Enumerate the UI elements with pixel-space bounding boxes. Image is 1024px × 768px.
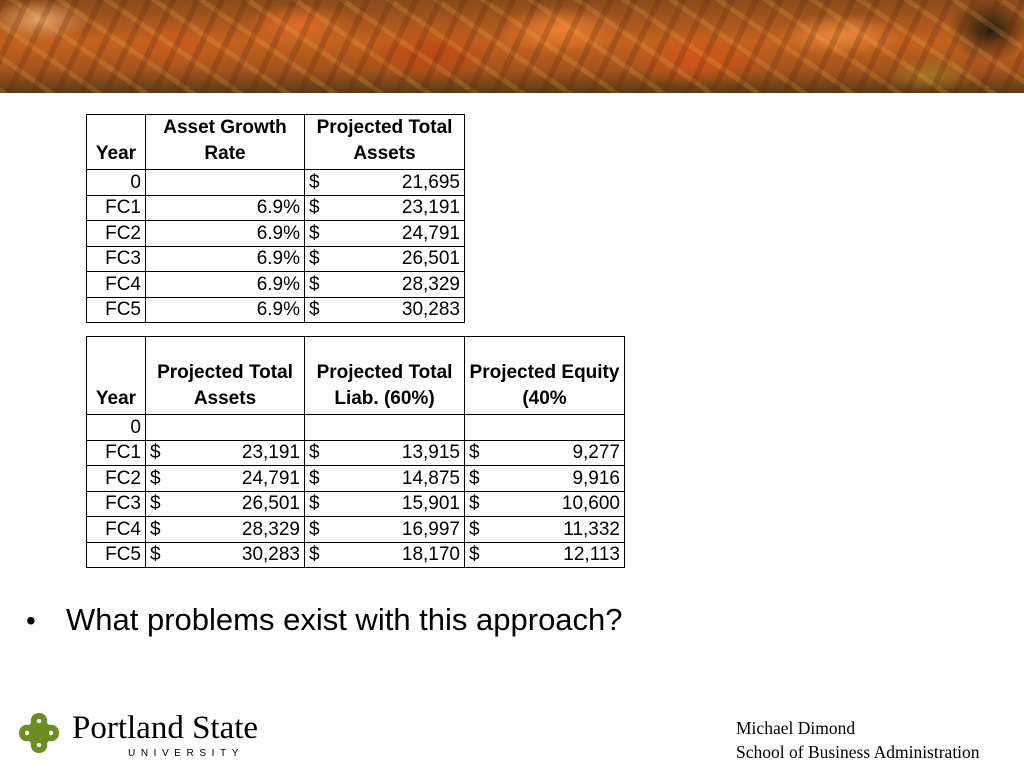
year-cell: FC2 <box>87 221 146 247</box>
amount-value: 16,997 <box>401 518 460 540</box>
table-row <box>87 440 625 466</box>
currency-symbol: $ <box>309 544 320 566</box>
total-assets-cell <box>305 246 465 272</box>
growth-rate-cell: 6.9% <box>146 272 305 298</box>
year-cell: FC1 <box>87 440 146 466</box>
currency-symbol: $ <box>469 467 480 489</box>
psu-logo <box>16 710 258 761</box>
amount-value: 28,329 <box>241 518 300 540</box>
header-year: Year <box>87 337 146 415</box>
total-assets-cell-content <box>309 249 460 268</box>
table-row <box>87 491 625 517</box>
table-row <box>87 272 465 298</box>
amount-value: 21,695 <box>401 171 460 193</box>
equity-cell-content <box>469 520 620 539</box>
amount-value: 23,191 <box>401 197 460 219</box>
author-name: Michael Dimond <box>736 718 856 738</box>
header-projected-equity: Projected Equity (40% <box>465 337 625 415</box>
total-assets-cell <box>146 491 305 517</box>
header-projected-total-assets: Projected Total Assets <box>146 337 305 415</box>
currency-symbol: $ <box>309 442 320 464</box>
amount-value: 9,916 <box>572 467 620 489</box>
table-row <box>87 517 625 543</box>
bullet-text: What problems exist with this approach? <box>66 602 623 637</box>
total-assets-cell-content <box>309 275 460 294</box>
autumn-leaves-banner <box>0 0 1024 93</box>
equity-cell <box>465 491 625 517</box>
table-row <box>87 542 625 568</box>
table-header-row <box>87 115 465 170</box>
year-cell: FC5 <box>87 542 146 568</box>
year-cell: 0 <box>87 415 146 441</box>
total-liabilities-cell <box>305 466 465 492</box>
amount-value: 28,329 <box>401 273 460 295</box>
table-row <box>87 170 465 196</box>
total-assets-cell-content <box>309 198 460 217</box>
currency-symbol: $ <box>150 442 161 464</box>
equity-cell <box>465 517 625 543</box>
total-assets-cell <box>305 195 465 221</box>
author-credit <box>736 716 980 764</box>
amount-value: 10,600 <box>561 493 620 515</box>
total-assets-cell-content <box>150 443 300 462</box>
currency-symbol: $ <box>309 518 320 540</box>
total-liabilities-cell-content <box>309 469 460 488</box>
total-liabilities-cell <box>305 491 465 517</box>
equity-cell-content <box>469 443 620 462</box>
university-name: Portland State <box>72 710 259 746</box>
growth-rate-cell: 6.9% <box>146 195 305 221</box>
university-subtitle: UNIVERSITY <box>128 748 245 759</box>
table-row <box>87 297 465 323</box>
currency-symbol: $ <box>309 248 320 270</box>
total-liabilities-cell-content <box>309 520 460 539</box>
currency-symbol: $ <box>469 544 480 566</box>
total-liabilities-cell-content <box>309 443 460 462</box>
currency-symbol: $ <box>309 171 320 193</box>
total-assets-cell <box>305 297 465 323</box>
amount-value: 12,113 <box>563 544 620 566</box>
total-liabilities-cell <box>305 517 465 543</box>
amount-value: 14,875 <box>401 467 460 489</box>
amount-value: 26,501 <box>241 493 300 515</box>
total-assets-cell <box>146 466 305 492</box>
currency-symbol: $ <box>150 493 161 515</box>
table-row <box>87 246 465 272</box>
year-cell: FC3 <box>87 246 146 272</box>
total-assets-cell-content <box>309 224 460 243</box>
year-cell: 0 <box>87 170 146 196</box>
total-assets-cell <box>146 440 305 466</box>
table-row <box>87 195 465 221</box>
equity-cell <box>465 415 625 441</box>
total-assets-cell <box>146 415 305 441</box>
total-liabilities-cell <box>305 542 465 568</box>
currency-symbol: $ <box>309 273 320 295</box>
amount-value: 11,332 <box>563 518 620 540</box>
equity-cell <box>465 466 625 492</box>
currency-symbol: $ <box>150 518 161 540</box>
total-assets-cell-content <box>309 300 460 319</box>
currency-symbol: $ <box>309 197 320 219</box>
equity-cell-content <box>469 545 620 564</box>
amount-value: 18,170 <box>401 544 460 566</box>
header-projected-total-liabilities: Projected Total Liab. (60%) <box>305 337 465 415</box>
year-cell: FC4 <box>87 517 146 543</box>
equity-cell <box>465 542 625 568</box>
total-assets-cell <box>146 517 305 543</box>
currency-symbol: $ <box>309 222 320 244</box>
amount-value: 30,283 <box>401 299 460 321</box>
amount-value: 30,283 <box>241 544 300 566</box>
table-row <box>87 466 625 492</box>
table-row <box>87 221 465 247</box>
amount-value: 23,191 <box>241 442 300 464</box>
growth-rate-cell <box>146 170 305 196</box>
year-cell: FC1 <box>87 195 146 221</box>
total-liabilities-cell-content <box>309 494 460 513</box>
total-liabilities-cell <box>305 415 465 441</box>
currency-symbol: $ <box>309 493 320 515</box>
school-name: School of Business Administration <box>736 742 980 762</box>
projected-assets-table <box>86 114 465 323</box>
total-liabilities-cell <box>305 440 465 466</box>
year-cell: FC3 <box>87 491 146 517</box>
total-assets-cell <box>305 272 465 298</box>
currency-symbol: $ <box>469 442 480 464</box>
psu-knot-logo-icon <box>16 710 62 761</box>
total-assets-cell-content <box>150 545 300 564</box>
total-liabilities-cell-content <box>309 545 460 564</box>
total-assets-cell-content <box>150 469 300 488</box>
bullet-point <box>26 602 623 638</box>
currency-symbol: $ <box>309 467 320 489</box>
projected-balance-table <box>86 336 625 568</box>
currency-symbol: $ <box>150 467 161 489</box>
growth-rate-cell: 6.9% <box>146 297 305 323</box>
amount-value: 15,901 <box>401 493 460 515</box>
total-assets-cell <box>146 542 305 568</box>
currency-symbol: $ <box>469 518 480 540</box>
header-year: Year <box>87 115 146 170</box>
header-asset-growth-rate: Asset Growth Rate <box>146 115 305 170</box>
header-projected-total-assets: Projected Total Assets <box>305 115 465 170</box>
total-assets-cell <box>305 221 465 247</box>
amount-value: 26,501 <box>401 248 460 270</box>
amount-value: 13,915 <box>401 442 460 464</box>
table-row <box>87 415 625 441</box>
year-cell: FC4 <box>87 272 146 298</box>
growth-rate-cell: 6.9% <box>146 246 305 272</box>
total-assets-cell-content <box>309 173 460 192</box>
amount-value: 24,791 <box>241 467 300 489</box>
year-cell: FC2 <box>87 466 146 492</box>
currency-symbol: $ <box>150 544 161 566</box>
amount-value: 9,277 <box>572 442 620 464</box>
equity-cell <box>465 440 625 466</box>
growth-rate-cell: 6.9% <box>146 221 305 247</box>
currency-symbol: $ <box>469 493 480 515</box>
bullet-marker: • <box>26 605 36 636</box>
total-assets-cell-content <box>150 520 300 539</box>
table-header-row <box>87 337 625 415</box>
year-cell: FC5 <box>87 297 146 323</box>
equity-cell-content <box>469 469 620 488</box>
currency-symbol: $ <box>309 299 320 321</box>
total-assets-cell-content <box>150 494 300 513</box>
equity-cell-content <box>469 494 620 513</box>
amount-value: 24,791 <box>401 222 460 244</box>
total-assets-cell <box>305 170 465 196</box>
